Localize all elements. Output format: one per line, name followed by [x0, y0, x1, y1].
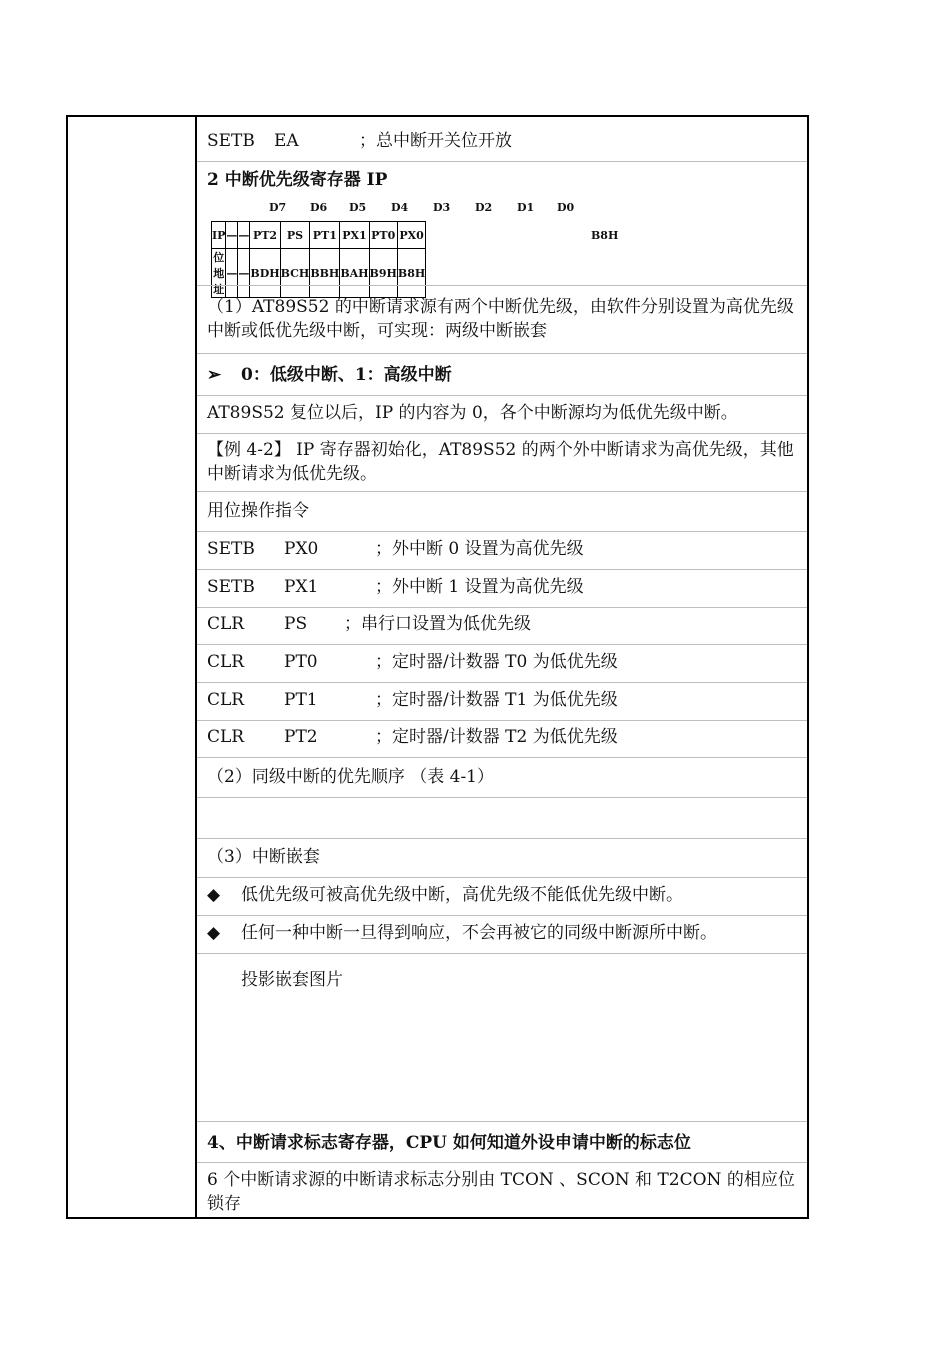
row-divider [197, 161, 807, 162]
instruction-arg: PS [284, 614, 308, 634]
table-cell: — [238, 222, 250, 249]
table-cell: BDH [250, 249, 280, 298]
row-divider [197, 569, 807, 570]
table-cell: PS [280, 222, 310, 249]
row-divider [197, 682, 807, 683]
instruction-line [207, 129, 807, 153]
table-cell: BCH [280, 249, 310, 298]
row-divider [197, 797, 807, 798]
nesting-title: （3）中断嵌套 [207, 847, 320, 867]
instruction-arg: PT1 [284, 690, 318, 710]
row-divider [197, 720, 807, 721]
bit-header: D2 [475, 201, 493, 214]
nesting-bullet [207, 921, 717, 945]
row-divider [197, 531, 807, 532]
table-cell: PX0 [397, 222, 425, 249]
table-cell: B8H [397, 249, 425, 298]
diamond-bullet-icon: ◆ [207, 923, 221, 943]
bit-header: D3 [433, 201, 451, 214]
instruction-comment: ；串行口设置为低优先级 [344, 614, 531, 634]
instruction-comment: ；定时器/计数器 T2 为低优先级 [375, 727, 618, 747]
nesting-bullet-text: 任何一种中断一旦得到响应，不会再被它的同级中断源所中断。 [241, 923, 717, 943]
instruction-line [207, 575, 807, 599]
row-divider [197, 1121, 807, 1122]
instruction-comment: ；定时器/计数器 T0 为低优先级 [375, 652, 618, 672]
row-divider [197, 395, 807, 396]
arrow-bullet-icon: ➢ [207, 365, 222, 385]
instruction-line [207, 650, 807, 674]
table-cell: PT0 [369, 222, 397, 249]
table-cell: 位地址 [212, 249, 226, 298]
lesson-table [66, 115, 809, 1219]
instruction-op: SETB [207, 539, 255, 559]
row-divider [197, 838, 807, 839]
table-cell: PX1 [340, 222, 369, 249]
section4-heading: 4、中断请求标志寄存器，CPU 如何知道外设申请中断的标志位 [207, 1133, 691, 1153]
table-cell: — [226, 249, 238, 298]
ip-row [212, 222, 426, 249]
table-cell: PT2 [250, 222, 280, 249]
row-divider [197, 644, 807, 645]
level-heading-text: 0：低级中断、1：高级中断 [241, 365, 452, 385]
table-cell: BBH [310, 249, 340, 298]
level-heading [207, 363, 452, 387]
row-divider [197, 607, 807, 608]
instruction-arg: EA [274, 131, 299, 151]
instruction-line [207, 725, 807, 749]
table-cell: — [226, 222, 238, 249]
example-paragraph: 【例 4-2】 IP 寄存器初始化，AT89S52 的两个外中断请求为高优先级，其他中断请求为低优先级。 [207, 440, 794, 484]
bit-header: D4 [391, 201, 409, 214]
instruction-op: CLR [207, 652, 245, 672]
nesting-bullet-text: 低优先级可被高优先级中断，高优先级不能低优先级中断。 [241, 885, 683, 905]
instruction-op: CLR [207, 690, 245, 710]
table-cell: PT1 [310, 222, 340, 249]
row-divider [197, 433, 807, 434]
priority-paragraph: （1）AT89S52 的中断请求源有两个中断优先级，由软件分别设置为高优先级中断或低优先级中断，可实现：两级中断嵌套 [207, 297, 794, 341]
instruction-arg: PT0 [284, 652, 318, 672]
bit-address-row [212, 249, 426, 298]
instruction-comment: ；定时器/计数器 T1 为低优先级 [375, 690, 618, 710]
instruction-op: SETB [207, 577, 255, 597]
instruction-arg: PT2 [284, 727, 318, 747]
table-cell: BAH [340, 249, 369, 298]
bit-header: D5 [349, 201, 367, 214]
row-divider [197, 877, 807, 878]
bit-header: D1 [517, 201, 535, 214]
instruction-comment: ；外中断 0 设置为高优先级 [375, 539, 584, 559]
diamond-bullet-icon: ◆ [207, 885, 221, 905]
section4-text: 6 个中断请求源的中断请求标志分别由 TCON 、SCON 和 T2CON 的相应位锁存 [207, 1170, 795, 1214]
instruction-arg: PX0 [284, 539, 319, 559]
row-divider [197, 1162, 807, 1163]
instruction-line [207, 537, 807, 561]
nesting-bullet [207, 883, 683, 907]
instruction-arg: PX1 [284, 577, 319, 597]
instruction-line [207, 612, 807, 636]
row-divider [197, 915, 807, 916]
instruction-line [207, 688, 807, 712]
left-column [68, 117, 197, 1217]
bit-header: D6 [310, 201, 328, 214]
table-cell: B9H [369, 249, 397, 298]
same-level-order: （2）同级中断的优先顺序 （表 4-1） [207, 767, 494, 787]
instruction-comment: ；外中断 1 设置为高优先级 [375, 577, 584, 597]
instruction-comment: ；总中断开关位开放 [359, 131, 512, 151]
reset-text: AT89S52 复位以后，IP 的内容为 0，各个中断源均为低优先级中断。 [207, 403, 738, 423]
instruction-op: SETB [207, 131, 255, 151]
projection-note: 投影嵌套图片 [241, 970, 343, 990]
instruction-op: CLR [207, 614, 245, 634]
row-divider [197, 353, 807, 354]
ip-register-heading: 2 中断优先级寄存器 IP [207, 170, 388, 190]
register-address: B8H [591, 229, 619, 242]
instruction-op: CLR [207, 727, 245, 747]
row-divider [197, 757, 807, 758]
row-divider [197, 285, 807, 286]
table-cell: — [238, 249, 250, 298]
ip-register-table [211, 221, 426, 298]
bit-header: D7 [269, 201, 287, 214]
row-divider [197, 491, 807, 492]
bit-op-label: 用位操作指令 [207, 501, 309, 521]
bit-header: D0 [557, 201, 575, 214]
row-divider [197, 953, 807, 954]
table-cell: IP [212, 222, 226, 249]
